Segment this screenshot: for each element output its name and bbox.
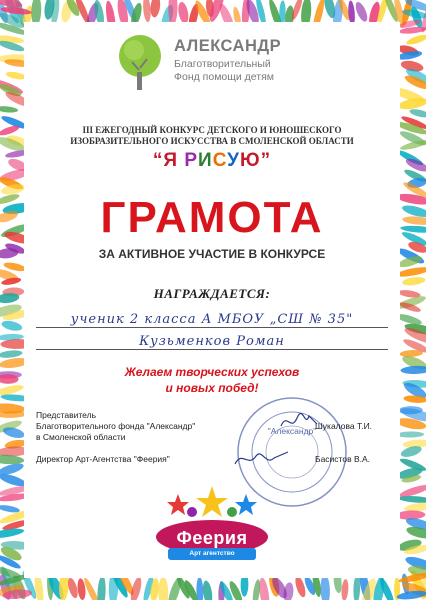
feeria-logo-name: Феерия — [176, 528, 248, 548]
brush-stroke — [341, 579, 349, 600]
director-name: Басистов В.А. — [315, 454, 371, 464]
contest-name-letter: Ю — [240, 150, 261, 171]
brush-stroke — [353, 575, 360, 600]
contest-name-letter: И — [198, 150, 213, 171]
certificate-sheet — [24, 22, 400, 578]
stamp-text: "Александр" — [267, 426, 317, 436]
representative-signature — [279, 410, 319, 434]
brush-stroke — [0, 504, 20, 514]
brush-stroke — [405, 33, 426, 47]
brush-stroke — [258, 577, 272, 600]
brush-stroke — [158, 577, 168, 600]
contest-name-letter: Р — [184, 150, 199, 171]
wish-line-2: и новых побед! — [165, 381, 259, 395]
contest-name: “Я РИСУЮ” — [152, 150, 272, 171]
director-signature — [232, 446, 292, 472]
recipient-class: ученик 2 класса А МБОУ „СШ № 35" — [70, 312, 354, 327]
feeria-logo-tagline: Арт агентство — [189, 550, 235, 557]
brush-stroke — [0, 105, 18, 113]
contest-line-1: III ЕЖЕГОДНЫЙ КОНКУРС ДЕТСКОГО И ЮНОШЕСКОГО — [82, 125, 342, 135]
contest-name-letter: Я — [163, 150, 179, 171]
representative-name: Шукалова Т.И. — [315, 421, 373, 431]
certificate-title: ГРАМОТА — [100, 193, 324, 242]
representative-line-1: Представитель — [36, 410, 97, 420]
brush-stroke — [402, 276, 426, 287]
awarded-label: НАГРАЖДАЕТСЯ: — [153, 286, 271, 301]
organization-subtitle-2: Фонд помощи детям — [174, 71, 275, 83]
tree-icon — [112, 32, 168, 94]
organization-logo — [112, 32, 312, 92]
brush-stroke — [283, 582, 295, 600]
contest-line-2: ИЗОБРАЗИТЕЛЬНОГО ИСКУССТВА В СМОЛЕНСКОЙ ОБЛАСТИ — [70, 136, 354, 146]
brush-stroke — [1, 319, 24, 332]
brush-stroke — [142, 0, 151, 22]
wish-line-1: Желаем творческих успехов — [124, 365, 300, 379]
brush-stroke — [149, 0, 161, 18]
representative-line-2: Благотворительного фонда "Александр" — [36, 421, 196, 431]
director-title: Директор Арт-Агентства "Феерия" — [36, 454, 170, 464]
brush-stroke — [409, 108, 426, 119]
organization-subtitle-1: Благотворительный — [174, 58, 271, 70]
brush-stroke — [196, 577, 204, 600]
recipient-underline-2 — [36, 349, 388, 350]
brush-stroke — [97, 575, 107, 600]
recipient-name: Кузьменков Роман — [139, 334, 285, 349]
recipient-underline-1 — [36, 327, 388, 328]
brush-stroke — [177, 1, 190, 24]
brush-stroke — [201, 580, 213, 600]
contest-name-letter: С — [212, 150, 228, 171]
brush-stroke — [400, 365, 426, 374]
brush-stroke — [353, 0, 369, 23]
brush-stroke — [397, 431, 424, 437]
organization-name: АЛЕКСАНДР — [174, 37, 282, 55]
certificate-subtitle: ЗА АКТИВНОЕ УЧАСТИЕ В КОНКУРСЕ — [98, 247, 326, 261]
contest-name-letter: У — [227, 150, 240, 171]
representative-line-3: в Смоленской области — [36, 432, 126, 442]
brush-stroke — [395, 265, 426, 278]
brush-stroke — [0, 349, 23, 359]
